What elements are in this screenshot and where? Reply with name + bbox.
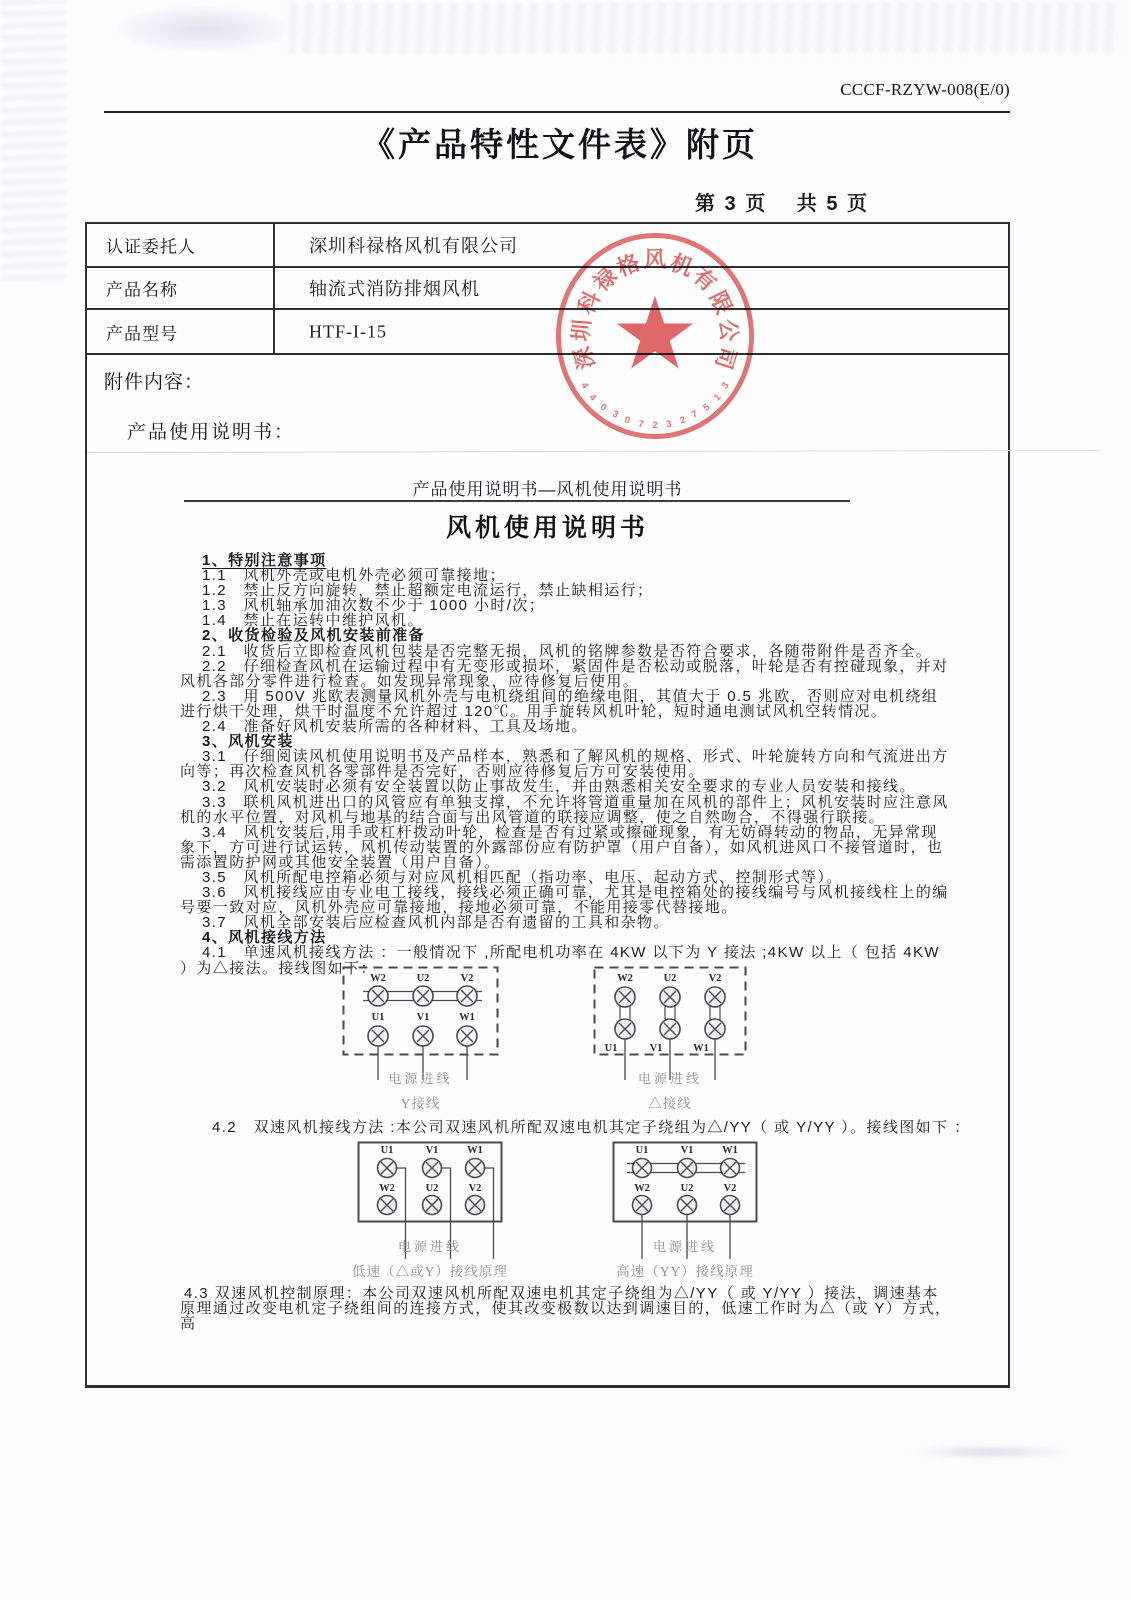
manual-paragraph: 1.2 禁止反方向旋转，禁止超额定电流运行，禁止缺相运行；	[202, 582, 654, 600]
stamp-serial-digit: 7	[690, 408, 701, 422]
svg-text:V1: V1	[425, 1145, 439, 1156]
stamp-company-char: 圳	[568, 318, 596, 343]
svg-text:V1: V1	[680, 1145, 694, 1156]
table-row	[87, 268, 1008, 310]
manual-paragraph: 1.1 风机外壳或电机外壳必须可靠接地；	[202, 567, 506, 585]
stamp-serial-digit: 4	[578, 380, 591, 392]
svg-text:U1: U1	[604, 1043, 618, 1054]
table-row	[87, 310, 1008, 355]
stamp-serial-digit: 3	[719, 380, 732, 392]
diagram-caption	[330, 1236, 530, 1280]
scan-noise-bottom	[905, 1444, 1075, 1460]
scan-noise-top	[290, 2, 1120, 54]
manual-paragraph: 2、收货检验及风机安装前准备	[202, 627, 425, 645]
diagram-caption	[593, 1068, 747, 1112]
svg-text:U1: U1	[380, 1145, 394, 1156]
manual-paragraph: 2.3 用 500V 兆欧表测量风机外壳与电机绕组间的绝缘电阻，其值大于 0.5 兆欧，否则应对电机绕组进行烘干处理，烘干时温度不允许超过 120℃。用手旋转风机叶轮，短时通电测试风机空转情况。	[180, 687, 939, 720]
svg-text:W1: W1	[459, 1012, 475, 1023]
svg-text:U2: U2	[416, 973, 430, 984]
manual-paragraph: 1.3 风机轴承加油次数不少于 1000 小时/次；	[202, 597, 546, 615]
svg-text:W1: W1	[693, 1043, 709, 1054]
row-value: 深圳科禄格风机有限公司	[309, 236, 518, 256]
manual-paragraph: 3.7 风机全部安装后应检查风机内部是否有遗留的工具和杂物。	[202, 914, 670, 932]
stamp-company-char: 格	[613, 249, 643, 281]
manual-paragraph: 3.2 风机安装时必须有安全装置以防止事故发生，并由熟悉相关安全要求的专业人员安装和接线。	[202, 778, 916, 796]
row-value: HTF-I-15	[309, 321, 387, 341]
stamp-serial-digit: 4	[586, 391, 599, 404]
stamp-company-char: 风	[643, 247, 666, 272]
svg-text:U2: U2	[680, 1183, 694, 1194]
manual-body-text	[180, 553, 954, 976]
manual-paragraph: 3.6 风机接线应由专业电工接线，接线必须正确可靠，尤其是电控箱处的接线编号与风机接线柱上的编号要一致对应，风机外壳应可靠接地，接地必须可靠，不能用接零代替接地。	[180, 884, 949, 917]
svg-text:V2: V2	[723, 1183, 737, 1194]
manual-paragraph: 4、风机接线方法	[202, 929, 327, 947]
svg-text:W1: W1	[467, 1145, 483, 1156]
stamp-company-char: 限	[705, 287, 738, 319]
manual-heading-underline	[184, 500, 850, 502]
diagram-caption	[590, 1236, 780, 1280]
manual-paragraph-4-3: 4.3 双速风机控制原理：本公司双速风机所配双速电机其定子绕组为△/YY（ 或 Y/YY ）接法，调速基本原理通过改变电机定子绕组间的连接方式，使其改变极数以达到调速目的，低速工作时为△（或 Y）方式，高	[180, 1285, 952, 1333]
manual-paragraph-4-2: 4.2 双速风机接线方法 :本公司双速风机所配双速电机其定子绕组为△/YY（ 或 Y/YY ）。接线图如下 ：	[212, 1119, 971, 1136]
caption-power-inlet: 电源进线	[397, 1239, 462, 1254]
manual-paragraph: 3.5 风机所配电控箱必须与对应风机相匹配（指功率、电压、起动方式、控制形式等）。	[202, 868, 843, 886]
manual-paragraph: 2.4 准备好风机安装所需的各种材料、工具及场地。	[202, 718, 588, 736]
stamp-serial-digit: 7	[637, 418, 645, 431]
row-label: 认证委托人	[106, 237, 196, 257]
stamp-company-char: 司	[710, 344, 741, 373]
manual-paragraph: 3.3 联机风机进出口的风管应有单独支撑，不允许将管道重量加在风机的部件上；风机安装时应注意风机的水平位置，对风机与地基的结合面与出风管道的联接应调整，使之自然吻合，不得强行联接。	[180, 793, 949, 826]
svg-text:W2: W2	[634, 1183, 650, 1194]
page-indicator: 第 3 页 共 5 页	[695, 193, 870, 215]
manual-paragraph: 2.2 仔细检查风机在运输过程中有无变形或损坏，紧固件是否松动或脱落，叶轮是否有控碰现象，并对风机各部分零件进行检查。如发现异常现象，应待修复后使用。	[180, 657, 949, 690]
page-title: 《产品特性文件表》附页	[362, 126, 758, 163]
manual-title: 风机使用说明书	[445, 514, 649, 542]
manual-paragraph: 4.1 单速风机接线方法 ：一般情况下 ,所配电机功率在 4KW 以下为 Y 接法 ;4KW 以上（ 包括 4KW ）为△接法。接线图如下：	[180, 944, 940, 977]
wiring-diagram-delta-connection	[593, 966, 747, 1084]
stamp-serial-digit: 2	[678, 414, 687, 427]
svg-text:W1: W1	[722, 1145, 738, 1156]
svg-text:U1: U1	[371, 1012, 385, 1023]
caption-method: 低速（△或Y）接线原理	[352, 1264, 508, 1279]
row-label: 产品名称	[106, 280, 178, 300]
manual-paragraph: 3.4 风机安装后,用手或杠杆拨动叶轮，检查是否有过紧或擦碰现象，有无妨碍转动的物品，无异常现象下，方可进行试运转，风机传动装置的外露部份应有防护罩（用户自备），如风机进风口不接管道时，也需添置防护网或其他安全装置（用户自备）。	[180, 823, 944, 871]
star-icon: ★	[610, 278, 700, 390]
manual-paragraph: 3、风机安装	[202, 733, 294, 751]
document-code: CCCF-RZYW-008(E/0)	[840, 80, 1010, 99]
svg-text:V1: V1	[416, 1012, 430, 1023]
caption-power-inlet: 电源进线	[388, 1071, 453, 1086]
stamp-serial-digit: 5	[701, 401, 713, 414]
svg-text:V2: V2	[460, 973, 474, 984]
caption-power-inlet: 电源进线	[652, 1239, 717, 1254]
stamp-serial-digit: 0	[623, 414, 632, 427]
attachment-section-label: 附件内容：	[104, 372, 205, 393]
svg-text:W2: W2	[617, 973, 633, 984]
svg-text:W2: W2	[370, 973, 386, 984]
stamp-company-char: 机	[666, 249, 697, 281]
stamp-company-char: 有	[688, 263, 722, 297]
stamp-company-char: 深	[569, 344, 600, 373]
manual-paragraph: 2.1 收货后立即检查风机包装是否完整无损，风机的铭牌参数是否符合要求，各随带附件是否齐全。	[202, 642, 933, 660]
attachment-item-label: 产品使用说明书：	[127, 422, 296, 443]
stamp-company-char: 禄	[588, 263, 622, 297]
svg-text:U2: U2	[425, 1183, 439, 1194]
document-outer-box	[85, 222, 1010, 1388]
table-row	[87, 224, 1008, 272]
svg-text:U2: U2	[663, 973, 677, 984]
stamp-company-char: 科	[572, 287, 605, 319]
manual-paragraph: 1.4 禁止在运转中维护风机。	[202, 612, 424, 630]
svg-text:U1: U1	[635, 1145, 649, 1156]
svg-text:V1: V1	[649, 1043, 663, 1054]
caption-method: △接线	[648, 1096, 692, 1111]
stamp-serial-digit: 1	[711, 391, 723, 404]
header-rule	[104, 111, 1010, 113]
stamp-serial-digit: 3	[665, 418, 673, 431]
row-label: 产品型号	[106, 324, 178, 343]
caption-method: Y接线	[400, 1096, 441, 1111]
caption-power-inlet: 电源进线	[637, 1071, 702, 1086]
stamp-serial-digit: 2	[652, 420, 658, 431]
table-column-divider	[273, 224, 275, 355]
manual-heading: 产品使用说明书—风机使用说明书	[412, 480, 683, 499]
stamp-serial-digit: 0	[597, 401, 609, 414]
svg-text:V2: V2	[708, 973, 722, 984]
diagram-caption	[342, 1068, 499, 1112]
row-value: 轴流式消防排烟风机	[309, 279, 480, 299]
svg-text:W2: W2	[379, 1183, 395, 1194]
stamp-company-char: 公	[714, 318, 742, 343]
wiring-diagram-y-connection	[342, 966, 499, 1084]
svg-text:V2: V2	[468, 1183, 482, 1194]
scan-noise-blob	[118, 6, 288, 52]
manual-paragraph: 1、特别注意事项	[202, 552, 327, 569]
caption-method: 高速（YY）接线原理	[616, 1264, 754, 1279]
stamp-serial-digit: 3	[609, 408, 620, 422]
manual-paragraph: 3.1 仔细阅读风机使用说明书及产品样本，熟悉和了解风机的规格、形式、叶轮旋转方向和气流进出方向等；再次检查风机各零部件是否完好，否则应待修复后方可安装使用。	[180, 748, 949, 781]
